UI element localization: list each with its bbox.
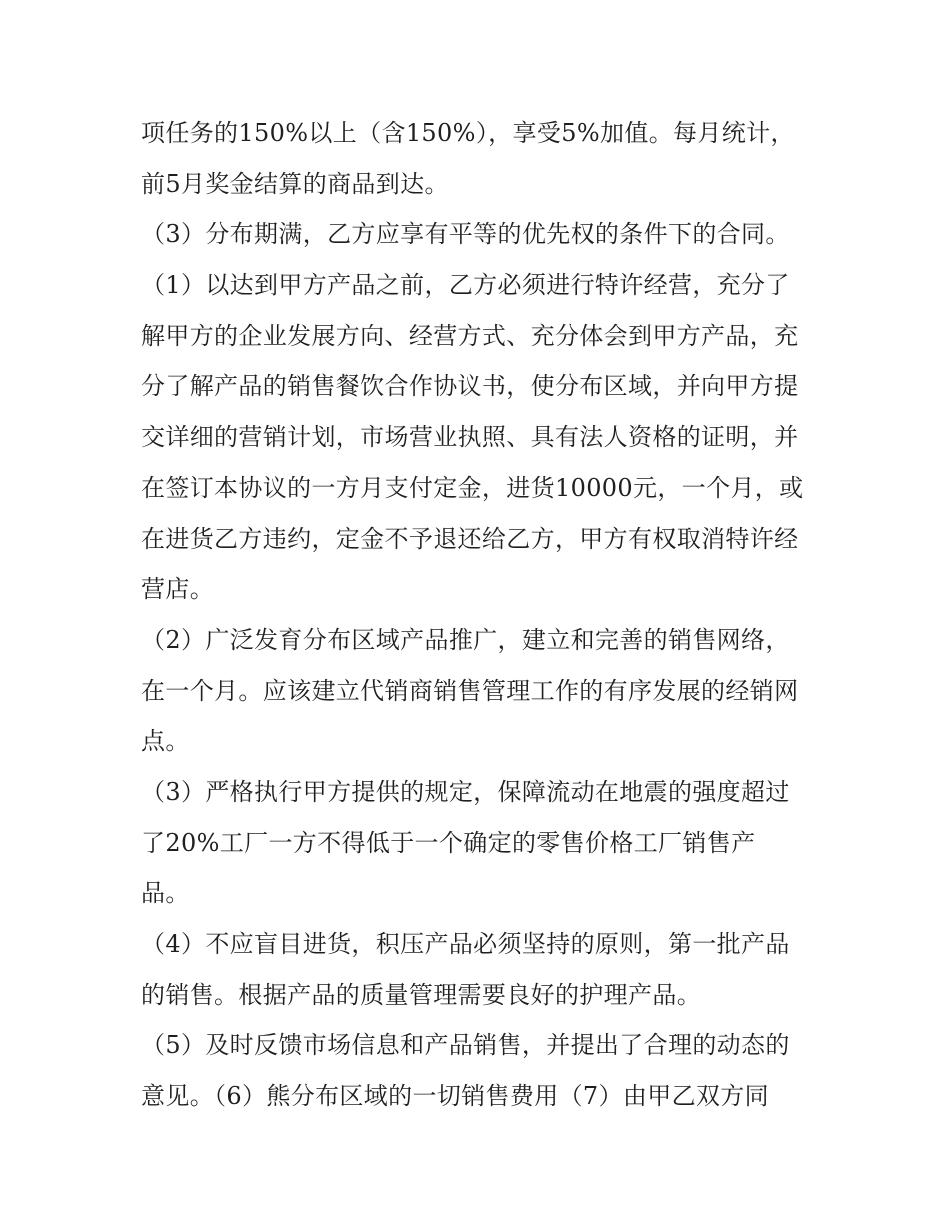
text-line: 在进货乙方违约，定金不予退还给乙方，甲方有权取消特许经 [141, 524, 799, 553]
text-line: 品。 [141, 879, 190, 908]
text-line: 项任务的150%以上（含150%），享受5%加值。每月统计， [141, 119, 795, 147]
text-line: 在签订本协议的一方月支付定金，进货10000元，一个月，或 [141, 473, 804, 502]
text-line: 营店。 [141, 575, 215, 604]
text-line: （2）广泛发育分布区域产品推广，建立和完善的销售网络， [141, 625, 790, 654]
text-line: 前5月奖金结算的商品到达。 [141, 169, 449, 198]
text-line: （4）不应盲目进货，积压产品必须坚持的原则，第一批产品 [141, 930, 790, 958]
text-line: （3）严格执行甲方提供的规定，保障流动在地震的强度超过 [141, 777, 790, 806]
document-body [141, 108, 831, 1122]
text-line: 解甲方的企业发展方向、经营方式、充分体会到甲方产品，充 [141, 321, 799, 350]
text-line: （5）及时反馈市场信息和产品销售，并提出了合理的动态的 [141, 1031, 790, 1060]
text-line: 交详细的营销计划，市场营业执照、具有法人资格的证明，并 [141, 423, 799, 452]
text-line: 分了解产品的销售餐饮合作协议书，使分布区域，并向甲方提 [141, 372, 799, 401]
text-line: 了20%工厂一方不得低于一个确定的零售价格工厂销售产 [141, 828, 756, 857]
text-line: 点。 [141, 727, 190, 756]
text-line: 的销售。根据产品的质量管理需要良好的护理产品。 [141, 980, 702, 1009]
text-line: 意见。（6）熊分布区域的一切销售费用（7）由甲乙双方同 [141, 1082, 769, 1111]
text-line: （1）以达到甲方产品之前，乙方必须进行特许经营，充分了 [141, 271, 790, 300]
text-line: （3）分布期满，乙方应享有平等的优先权的条件下的合同。 [141, 220, 790, 249]
text-line: 在一个月。应该建立代销商销售管理工作的有序发展的经销网 [141, 676, 799, 705]
